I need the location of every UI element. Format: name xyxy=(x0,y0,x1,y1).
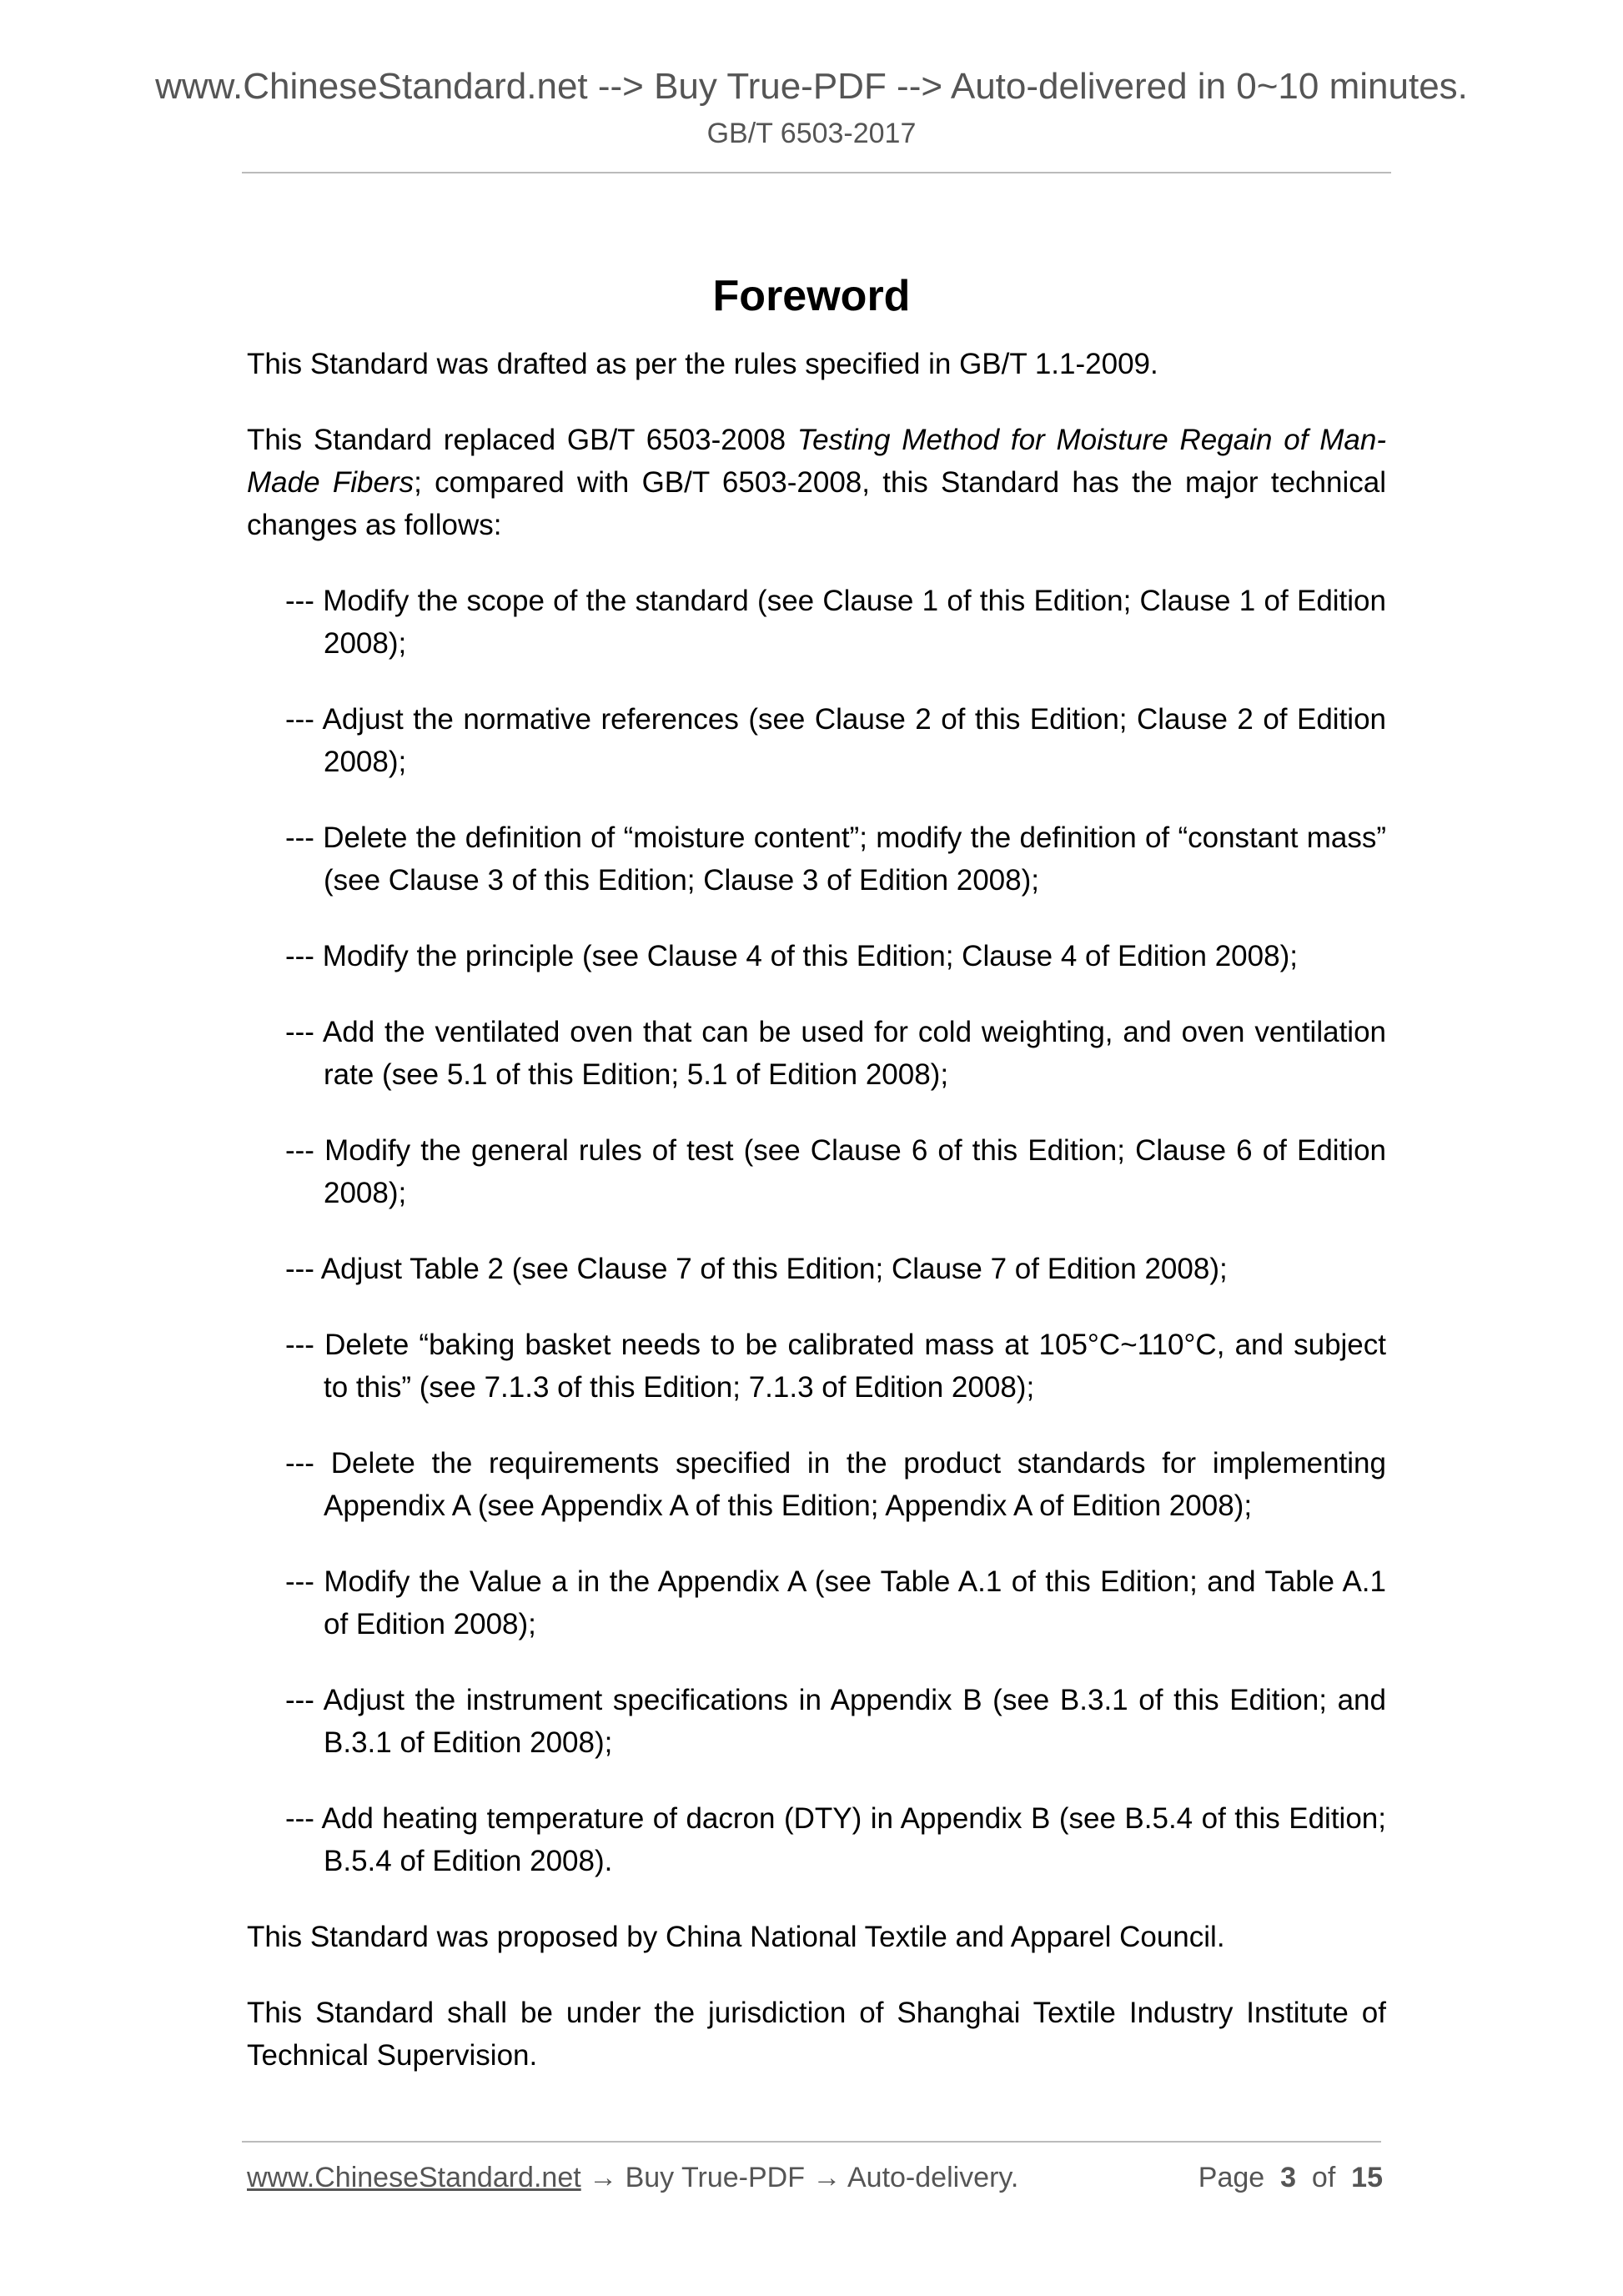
list-item: --- Modify the Value a in the Appendix A (see Table A.1 of this Edition; and Table A.1 of Edition 2008); xyxy=(285,1565,1386,1640)
footer-site-link[interactable]: www.ChineseStandard.net xyxy=(247,2162,581,2193)
footer-divider xyxy=(242,2141,1381,2143)
document-body xyxy=(247,343,1386,2110)
list-item: --- Modify the principle (see Clause 4 of this Edition; Clause 4 of Edition 2008); xyxy=(285,940,1298,972)
replaced-standard-title: Testing Method for Moisture Regain of Man-Made Fibers xyxy=(247,424,1387,499)
list-item: --- Modify the general rules of test (see Clause 6 of this Edition; Clause 6 of Edition 2008); xyxy=(285,1134,1386,1209)
technical-changes-list xyxy=(247,580,1386,1882)
header-banner: www.ChineseStandard.net --> Buy True-PDF --> Auto-delivered in 0~10 minutes. xyxy=(155,66,1468,107)
list-item: --- Adjust the instrument specifications in Appendix B (see B.3.1 of this Edition; and B.3.1 of Edition 2008); xyxy=(285,1684,1386,1759)
list-item: --- Adjust the normative references (see Clause 2 of this Edition; Clause 2 of Edition 2008); xyxy=(285,703,1386,778)
page-current: 3 xyxy=(1280,2162,1296,2193)
list-item: --- Add heating temperature of dacron (DTY) in Appendix B (see B.5.4 of this Edition; B.5.4 of Edition 2008). xyxy=(285,1802,1386,1877)
list-item: --- Adjust Table 2 (see Clause 7 of this Edition; Clause 7 of Edition 2008); xyxy=(285,1253,1228,1285)
replacement-text-after: ; compared with GB/T 6503-2008, this Standard has the major technical changes as follows: xyxy=(247,466,1386,541)
page-label: Page xyxy=(1198,2162,1265,2193)
page-of-label: of xyxy=(1311,2162,1336,2193)
page-title: Foreword xyxy=(712,271,911,320)
list-item: --- Delete the requirements specified in the product standards for implementing Appendix A (see Appendix A of this Edition; Appendix A of Edition 2008); xyxy=(285,1447,1386,1522)
list-item: --- Modify the scope of the standard (see Clause 1 of this Edition; Clause 1 of Edition 2008); xyxy=(285,585,1386,660)
list-item: --- Delete the definition of “moisture content”; modify the definition of “constant mass” (see Clause 3 of this Edition; Clause 3 of Edition 2008); xyxy=(285,821,1386,897)
footer-delivery-text: → Buy True-PDF → Auto-delivery. xyxy=(580,2162,1019,2193)
paragraph-drafting-rules: This Standard was drafted as per the rules specified in GB/T 1.1-2009. xyxy=(247,348,1158,380)
page-number xyxy=(1198,2159,1383,2196)
page-total: 15 xyxy=(1351,2162,1383,2193)
paragraph-replacement xyxy=(247,419,1386,546)
list-item: --- Delete “baking basket needs to be calibrated mass at 105°C~110°C, and subject to this” (see 7.1.3 of this Edition; 7.1.3 of Edition 2008); xyxy=(285,1329,1386,1404)
header-doc-id: GB/T 6503-2017 xyxy=(706,118,917,149)
paragraph-proposed-by: This Standard was proposed by China National Textile and Apparel Council. xyxy=(247,1921,1225,1953)
footer-left xyxy=(247,2159,1018,2196)
header-divider xyxy=(242,172,1391,173)
replacement-text-before: This Standard replaced GB/T 6503-2008 xyxy=(247,424,797,456)
paragraph-jurisdiction: This Standard shall be under the jurisdiction of Shanghai Textile Industry Institute of Technical Supervision. xyxy=(247,1997,1386,2072)
list-item: --- Add the ventilated oven that can be used for cold weighting, and oven ventilation rate (see 5.1 of this Edition; 5.1 of Edition 2008); xyxy=(285,1016,1386,1091)
